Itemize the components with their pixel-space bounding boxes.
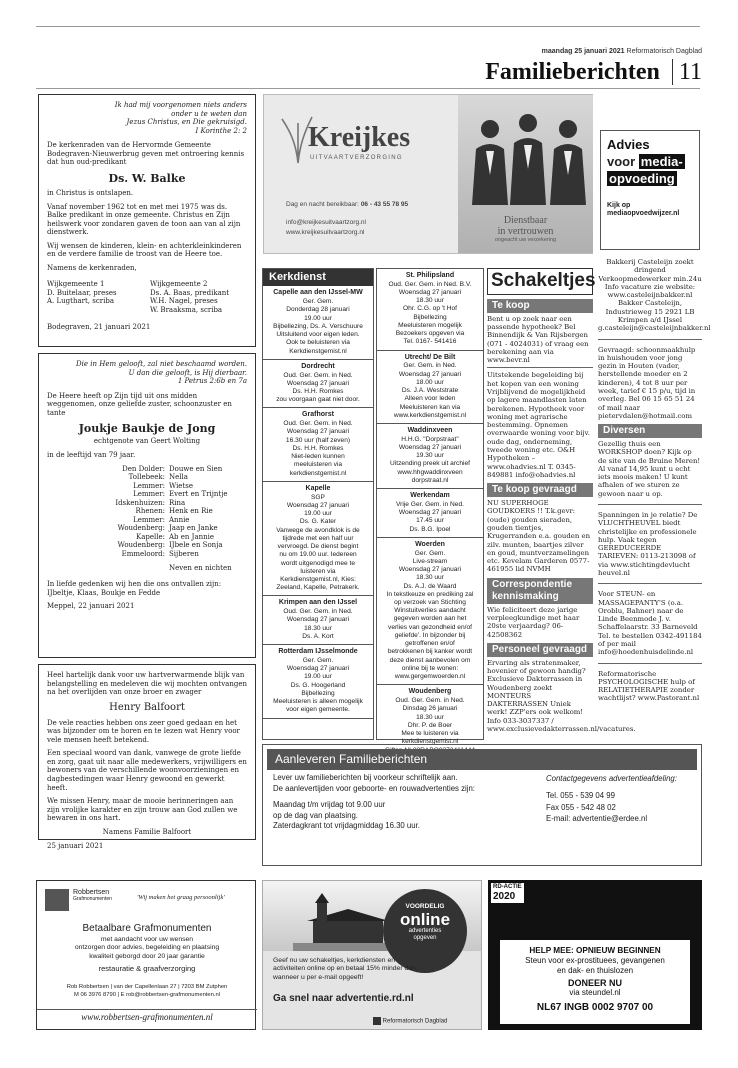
online-cta[interactable]: Ga snel naar advertentie.rd.nl — [273, 993, 414, 1004]
family-names: Henk en Rie — [169, 507, 213, 516]
kerkdienst-entry — [377, 489, 483, 538]
kerkdienst-place: Capelle aan den IJssel-MW — [273, 289, 363, 297]
kerkdienst-entry — [377, 269, 483, 351]
masthead-date: maandag 25 januari 2021 — [541, 48, 625, 55]
notice-balfoort: Heel hartelijk dank voor uw hartverwarmende blijk van belangstelling en medeleven die wij mochten ontvangen na het overlijden van onze broer en zwager Henry Balfoort De vele reacties hebben ons zeer goed gedaan en het was bijzonder om te horen en te lezen wat Henry voor vele mensen heeft betekend. Een speciaal woord van dank, vanwege de grote liefde en zorg, gaat uit naar alle medewerkers, vrijwilligers en bewoners van de verschillende woonvoorzieningen en dagbestedingen waar Henry gewoond en gewerkt heeft. We missen Henry, maar de mooie herinneringen aan zijn vrolijke karakter en zijn trouw aan God zullen we bewaren in ons hart. Namens Familie Balfoort 25 januari 2021 — [38, 664, 256, 840]
kerkdienst-details: Ger. Gem. Live-stream Woensdag 27 januari 18.30 uur Ds. A.J. de Waard In tekstkeuze en prediking zal op verzoek van Stichting Winstuitverlies aandacht gegeven worden aan het verlies van gezondheid en/of geliefde'. In bijzonder bij getroffenen en/of betrokkenen bij kanker wordt deze dienst aanbevolen om online bij te wonen: www.gergemwoerden.nl — [386, 549, 474, 681]
family-names: Jaap en Janke — [169, 524, 218, 533]
steundel-link[interactable]: via steundel.nl — [569, 988, 621, 998]
kerkdienst-details: SGP Woensdag 27 januari 19.00 uur Ds. G. Kater Vanwege de avondklok is de tijdrede met een half uur vervroegd. De dienst begint nu om 19.00 uur. Iedereen wordt uitgenodigd mee te luisteren via Kerkdienstgemist.nl, Kies: Zeeland, Kapelle, Petrakerk. — [276, 493, 360, 592]
family-names: Ab en Jannie — [169, 532, 215, 541]
family-names: Evert en Trijntje — [169, 490, 228, 499]
advies-link[interactable]: mediaopvoedwijzer.nl — [607, 210, 680, 218]
kerkdienst-details: Oud. Ger. Gem. in Ned. Woensdag 27 januari Ds. H.H. Romkes zou voorgaan gaat niet door. — [276, 371, 360, 404]
kerkdienst-details: Vrije Ger. Gem. in Ned. Woensdag 27 januari 17.45 uur Ds. B.G. Ipoel — [396, 500, 464, 533]
kerkdienst-place: Woudenberg — [408, 688, 452, 696]
advies-ad: Advies voor media- opvoeding Kijk op mediaopvoedwijzer.nl — [600, 130, 700, 250]
family-names: Douwe en Sien — [169, 464, 223, 473]
family-list — [87, 465, 247, 559]
staff-photo: Dienstbaar in vertrouwen ongeacht uw verzekering — [458, 95, 593, 253]
online-badge: VOORDELIG online advertenties opgeven — [383, 889, 467, 973]
family-names: IJbele en Sonja — [169, 541, 223, 550]
family-names: Rina — [169, 498, 186, 507]
family-place: Emmeloord: — [121, 549, 165, 558]
jong-quote: Die in Hem gelooft, zal niet beschaamd worden. U dan die gelooft, is Hij dierbaar. 1 Petrus 2:6b en 7a — [76, 360, 247, 386]
kerkdienst-place: Krimpen aan den IJssel — [278, 599, 358, 607]
kerkdienst-details: Oud. Ger. Gem. in Ned. B.V. Woensdag 27 januari 18.30 uur Ohr. C.G. op 't Hof Bijbellezing Meeluisteren mogelijk Bezoekers opgeven via Tel. 0167- 541416 — [388, 280, 472, 346]
section-title: Familieberichten — [485, 59, 660, 85]
family-place: Rhenen: — [135, 507, 165, 516]
family-place: Woudenberg: — [117, 524, 165, 533]
jong-name: Joukje Baukje de Jong — [78, 422, 216, 436]
kerkdienst-details: Oud. Ger. Gem. in Ned. Woensdag 27 januari 16.30 uur (half zeven) Ds. H.H. Romkes Niet-leden kunnen meeluisteren via kerkdienstgemist.nl — [283, 420, 353, 477]
masthead-paper: Reformatorisch Dagblad — [626, 48, 702, 55]
balke-name: Ds. W. Balke — [108, 171, 186, 185]
kerkdienst-details: Ger. Gem. Donderdag 28 januari 19.00 uur Bijbellezing, Ds. A. Verschuure Uitsluitend voor eigen leden. Ook te beluisteren via Kerkdienstgemist.nl — [273, 298, 363, 355]
iban: NL67 INGB 0002 9707 00 — [536, 1002, 654, 1014]
kerkdienst-details: Ger. Gem. Woensdag 27 januari 19.00 uur Ds. G. Hoogerland Bijbellezing Meeluisteren is alleen mogelijk voor eigen gemeente. — [273, 656, 363, 714]
family-place: Den Dolder: — [122, 464, 165, 473]
kerkdienst-entry — [263, 408, 373, 481]
family-names: Annie — [169, 515, 190, 524]
kerkdienst-entry — [263, 360, 373, 409]
kerkdienst-entry — [263, 482, 373, 597]
kerkdienst-entry — [377, 538, 483, 686]
family-place: Kapelle: — [135, 532, 165, 541]
aanlever-email[interactable]: E-mail: advertentie@erdee.nl — [546, 813, 648, 823]
kerkdienst-place: Kapelle — [305, 484, 331, 492]
robbertsen-web[interactable]: www.robbertsen-grafmonumenten.nl — [37, 1009, 257, 1023]
family-names: Sijberen — [169, 549, 199, 558]
kerkdienst-details: H.H.G. "Dorpstraat" Woensdag 27 januari 19.30 uur Uitzending preek uit archief www.hhgwaddinxveen dorpstraat.nl — [390, 435, 470, 484]
kerkdienst-entry — [377, 424, 483, 489]
kerkdienst-details: Oud. Ger. Gem. in Ned. Dinsdag 26 januari 18.30 uur Dhr. P. de Boer Mee te luisteren via kerkdienstgemist.nl — [395, 697, 465, 746]
rd-logo-icon — [373, 1017, 381, 1025]
aanlever-box: Aanleveren Familieberichten Lever uw familieberichten bij voorkeur schriftelijk aan. De aanlevertijden voor geboorte- en rouwadvertenties zijn: Maandag t/m vrijdag tot 9.00 uur op de dag van plaatsing. Zaterdagkrant tot vrijdagmiddag 16.30 uur. Contactgegevens advertentieafdeling: Tel. 055 - 539 04 99 Fax 055 - 542 48 02 E-mail: advertentie@erdee.nl — [262, 744, 702, 866]
robbertsen-logo-icon — [45, 889, 69, 911]
notice-balke: Ik had mij voorgenomen niets anders onder u te weten dan Jezus Christus, en Die gekruisigd. I Korinthe 2: 2 De kerkenraden van de Hervormde Gemeente Bodegraven-Nieuwerbrug geven met ontroering kennis dat hun oud-predikant Ds. W. Balke in Christus is ontslapen. Vanaf november 1962 tot en met mei 1975 was ds. Balke predikant in onze gemeente. Christus en Zijn heilswerk voor zondaren gaven de toon aan van al zijn dienstwerk. Wij wensen de kinderen, klein- en achterkleinkinderen en de verdere familie de troost van de Heere toe. Namens de kerkenraden, Wijkgemeente 1 D. Buitelaar, preses A. Lugthart, scriba Wijkgemeente 2 Ds. A. Baas, predikant W.H. Nagel, preses W. Braaksma, scriba Bodegraven, 21 januari 2021 — [38, 94, 256, 347]
family-place: Lemmer: — [133, 515, 165, 524]
kerkdienst-place: St. Philipsland — [405, 272, 455, 279]
family-place: Woudenberg: — [117, 541, 165, 550]
kerkdienst-entry — [377, 351, 483, 424]
kerkdienst-col1 — [262, 268, 374, 740]
actie-ad: RD-ACTIE 2020 HELP MEE: OPNIEUW BEGINNEN Steun voor ex-prostituees, gevangenen en dak- en thuislozen DONEER NU via steundel.nl NL67 INGB 0002 9707 00 — [488, 880, 702, 1030]
family-place: Lemmer: — [133, 490, 165, 499]
family-names: Nella — [169, 473, 188, 482]
balke-signatures: Wijkgemeente 1 D. Buitelaar, preses A. Lugthart, scriba Wijkgemeente 2 Ds. A. Baas, predikant W.H. Nagel, preses W. Braaksma, scriba — [47, 280, 230, 314]
family-place: Idskenhuizen: — [115, 498, 165, 507]
kerkdienst-place: Utrecht/ De Bilt — [404, 353, 456, 361]
balfoort-name: Henry Balfoort — [109, 701, 185, 713]
kerkdienst-col2 — [376, 268, 484, 746]
kerkdienst-details: Oud. Ger. Gem. in Ned. Woensdag 27 januari 18.30 uur Ds. A. Kort — [283, 608, 353, 640]
kreijkes-email[interactable]: info@kreijkesuitvaartzorg.nl — [286, 219, 366, 226]
kerkdienst-place: Woerden — [415, 540, 445, 548]
kerkdienst-place: Grafhorst — [302, 411, 334, 419]
kreijkes-ad: Kreijkes UITVAARTVERZORGING Dag en nacht bereikbaar: 06 - 43 55 78 95 info@kreijkesuitvaartzorg.nl www.kreijkesuitvaartzorg.nl Dienstbaar in vertrouwen ongeacht uw verzekering — [263, 94, 593, 254]
kerkdienst-entry — [263, 645, 373, 718]
kerkdienst-title: Kerkdienst — [263, 269, 373, 286]
online-ad: VOORDELIG online advertenties opgeven Geef nu uw schakeltjes, kerkdiensten en activiteiten online op en betaal 15% minder dan wanneer u per e-mail opgeeft! Ga snel naar advertentie.rd.nl Reformatorisch Dagblad — [262, 880, 482, 1030]
balke-quote: Ik had mij voorgenomen niets anders onder u te weten dan Jezus Christus, en Die gekruisigd. I Korinthe 2: 2 — [114, 101, 247, 135]
notice-de-jong: Die in Hem gelooft, zal niet beschaamd worden. U dan die gelooft, is Hij dierbaar. 1 Petrus 2:6b en 7a De Heere heeft op Zijn tijd uit ons midden weggenomen, onze geliefde zuster, schoonzuster en tante Joukje Baukje de Jong echtgenote van Geert Wolting in de leeftijd van 79 jaar. Den Dolder: Douwe en Sien Tollebeek: Nella Lemmer: Wietse Lemmer: Evert en Trijntje Idskenhuizen: Rina Rhenen: Henk en Rie Lemmer: Annie Woudenberg: Jaap en Janke Kapelle: Ab en Jannie Woudenberg: IJbele en Sonja Emmeloord: Sijberen Neven en nichten In liefde gedenken wij hen die ons ontvallen zijn: IJbeltje, Klaas, Boukje en Fedde Meppel, 22 januari 2021 — [38, 353, 256, 658]
right-column: Bakkerij Casteleijn zoekt dringend Verkoopmedewerker min.24u Info vacature zie website: www.casteleijnbakker.nl Bakker Casteleijn, Industrieweg 15 2921 LB Krimpen a/d IJssel g.casteleijn@casteleijnbakker.nl Gevraagd: schoonmaakhulp in huishouden voor jong gezin in Houten (vader, herstellende moeder en 2 kinderen), 4 tot 8 uur per week, tarief € 15 p/u, tijd in overleg. Bel 06 15 65 51 24 of mail naar pietervdalen@hotmail.com Diversen Gezellig thuis een WORKSHOP doen? Kijk op de site van de Bruine Meren! Al vanaf 14,95 kunt u echt iets moois maken! U kunt afhalen of we sturen ze gewoon naar u op. Spanningen in je relatie? De VLUCHTHEUVEL biedt christelijke en professionele hulp. Vaak tegen GEREDUCEERDE TARIEVEN: 0113-213098 of via www.stichtingdevlucht heuvel.nl Voor STEUN- en MASSAGEPANTY'S (o.a. Oroblu, Bahner) naar de Linde Beenmode J. v. Schaffelaarstr. 33 Barneveld Tel. te bestellen 0342-491184 of per mail info@hoedenhuisdelinde.nl Reformatorische PSYCHOLOGISCHE hulp of RELATIETHERAPIE zonder wachtlijst? www.Pastorant.nl — [598, 258, 711, 703]
kerkdienst-place: Werkendam — [410, 492, 450, 500]
aanlever-title: Aanleveren Familieberichten — [267, 749, 697, 770]
kerkdienst-place: Dordrecht — [301, 362, 335, 370]
kerkdienst-details: Ger. Gem. in Ned. Woensdag 27 januari 18.00 uur Ds. J.A. Weststrate Alleen voor leden Meeluisteren kan via www.kerkdienstgemist.nl — [393, 362, 467, 419]
kerkdienst-entry — [263, 286, 373, 359]
family-names: Wietse — [169, 481, 194, 490]
kreijkes-web[interactable]: www.kreijkesuitvaartzorg.nl — [286, 229, 365, 236]
family-place: Tollebeek: — [128, 473, 165, 482]
schakeltjes: Schakeltjes Te koop Bent u op zoek naar een passende hypotheek? Bel Binnendijk & Van Rijsbergen (071 - 4024031) of vraag een berekening aan via www.bevr.nl Uitstekende begeleiding bij het kopen van een woning Vrijblijvend de mogelijkheid op lagere maandlasten laten berekenen. Hypotheek voor woning met agrarische bestemming. Opnemen overwaarde woning voor bijv. oude dag, onderneming, tweede woning etc. O&H Hypotheken – www.ohadvies.nl T. 0345-849881 info@ohadvies.nl Te koop gevraagd NU SUPERHOGE GOUDKOERS !! T.k.gevr: (oude) gouden sieraden, gouden tientjes, Krugerranden e.a. gouden en zilv. munten, baartjes zilver en goud, muntverzamelingen etc. Kevelam Garderen 0577-461955 lid NVMH Correspondentie kennismaking Wie feliciteert deze jarige verpleegkundige met haar 20ste verjaardag? 06-42508362 Personeel gevraagd Ervaring als stratenmaker, hovenier of gewoon handig? Exclusieve Dakterrassen in Woudenberg zoekt MONTEURS DAKTERRASSEN Uniek werk! ZZP'ers ook welkom! Info 033-3037337 / www.exclusievedakterrassen.nl/vacatures. — [487, 270, 636, 734]
kerkdienst-entry — [263, 596, 373, 645]
people-icon — [458, 95, 593, 205]
family-place: Lemmer: — [133, 481, 165, 490]
kerkdienst-place: Rotterdam IJsselmonde — [278, 648, 358, 656]
robbertsen-ad: Robbertsen Grafmonumenten 'Wij maken het graag persoonlijk' Betaalbare Grafmonumenten met aandacht voor uw wensen ontzorgen door advies, begeleiding en plaatsing kwaliteit geborgd door 20 jaar garantie restauratie & graafverzorging Rob Robbertsen | van der Capellenlaan 27 | 7203 BM Zutphen M 06 3976 8790 | E rob@robbertsen-grafmonumenten.nl www.robbertsen-grafmonumenten.nl — [36, 880, 256, 1030]
page-number: 11 — [678, 59, 702, 85]
kreijkes-logo: Kreijkes — [308, 122, 411, 153]
kerkdienst-place: Waddinxveen — [407, 427, 453, 435]
